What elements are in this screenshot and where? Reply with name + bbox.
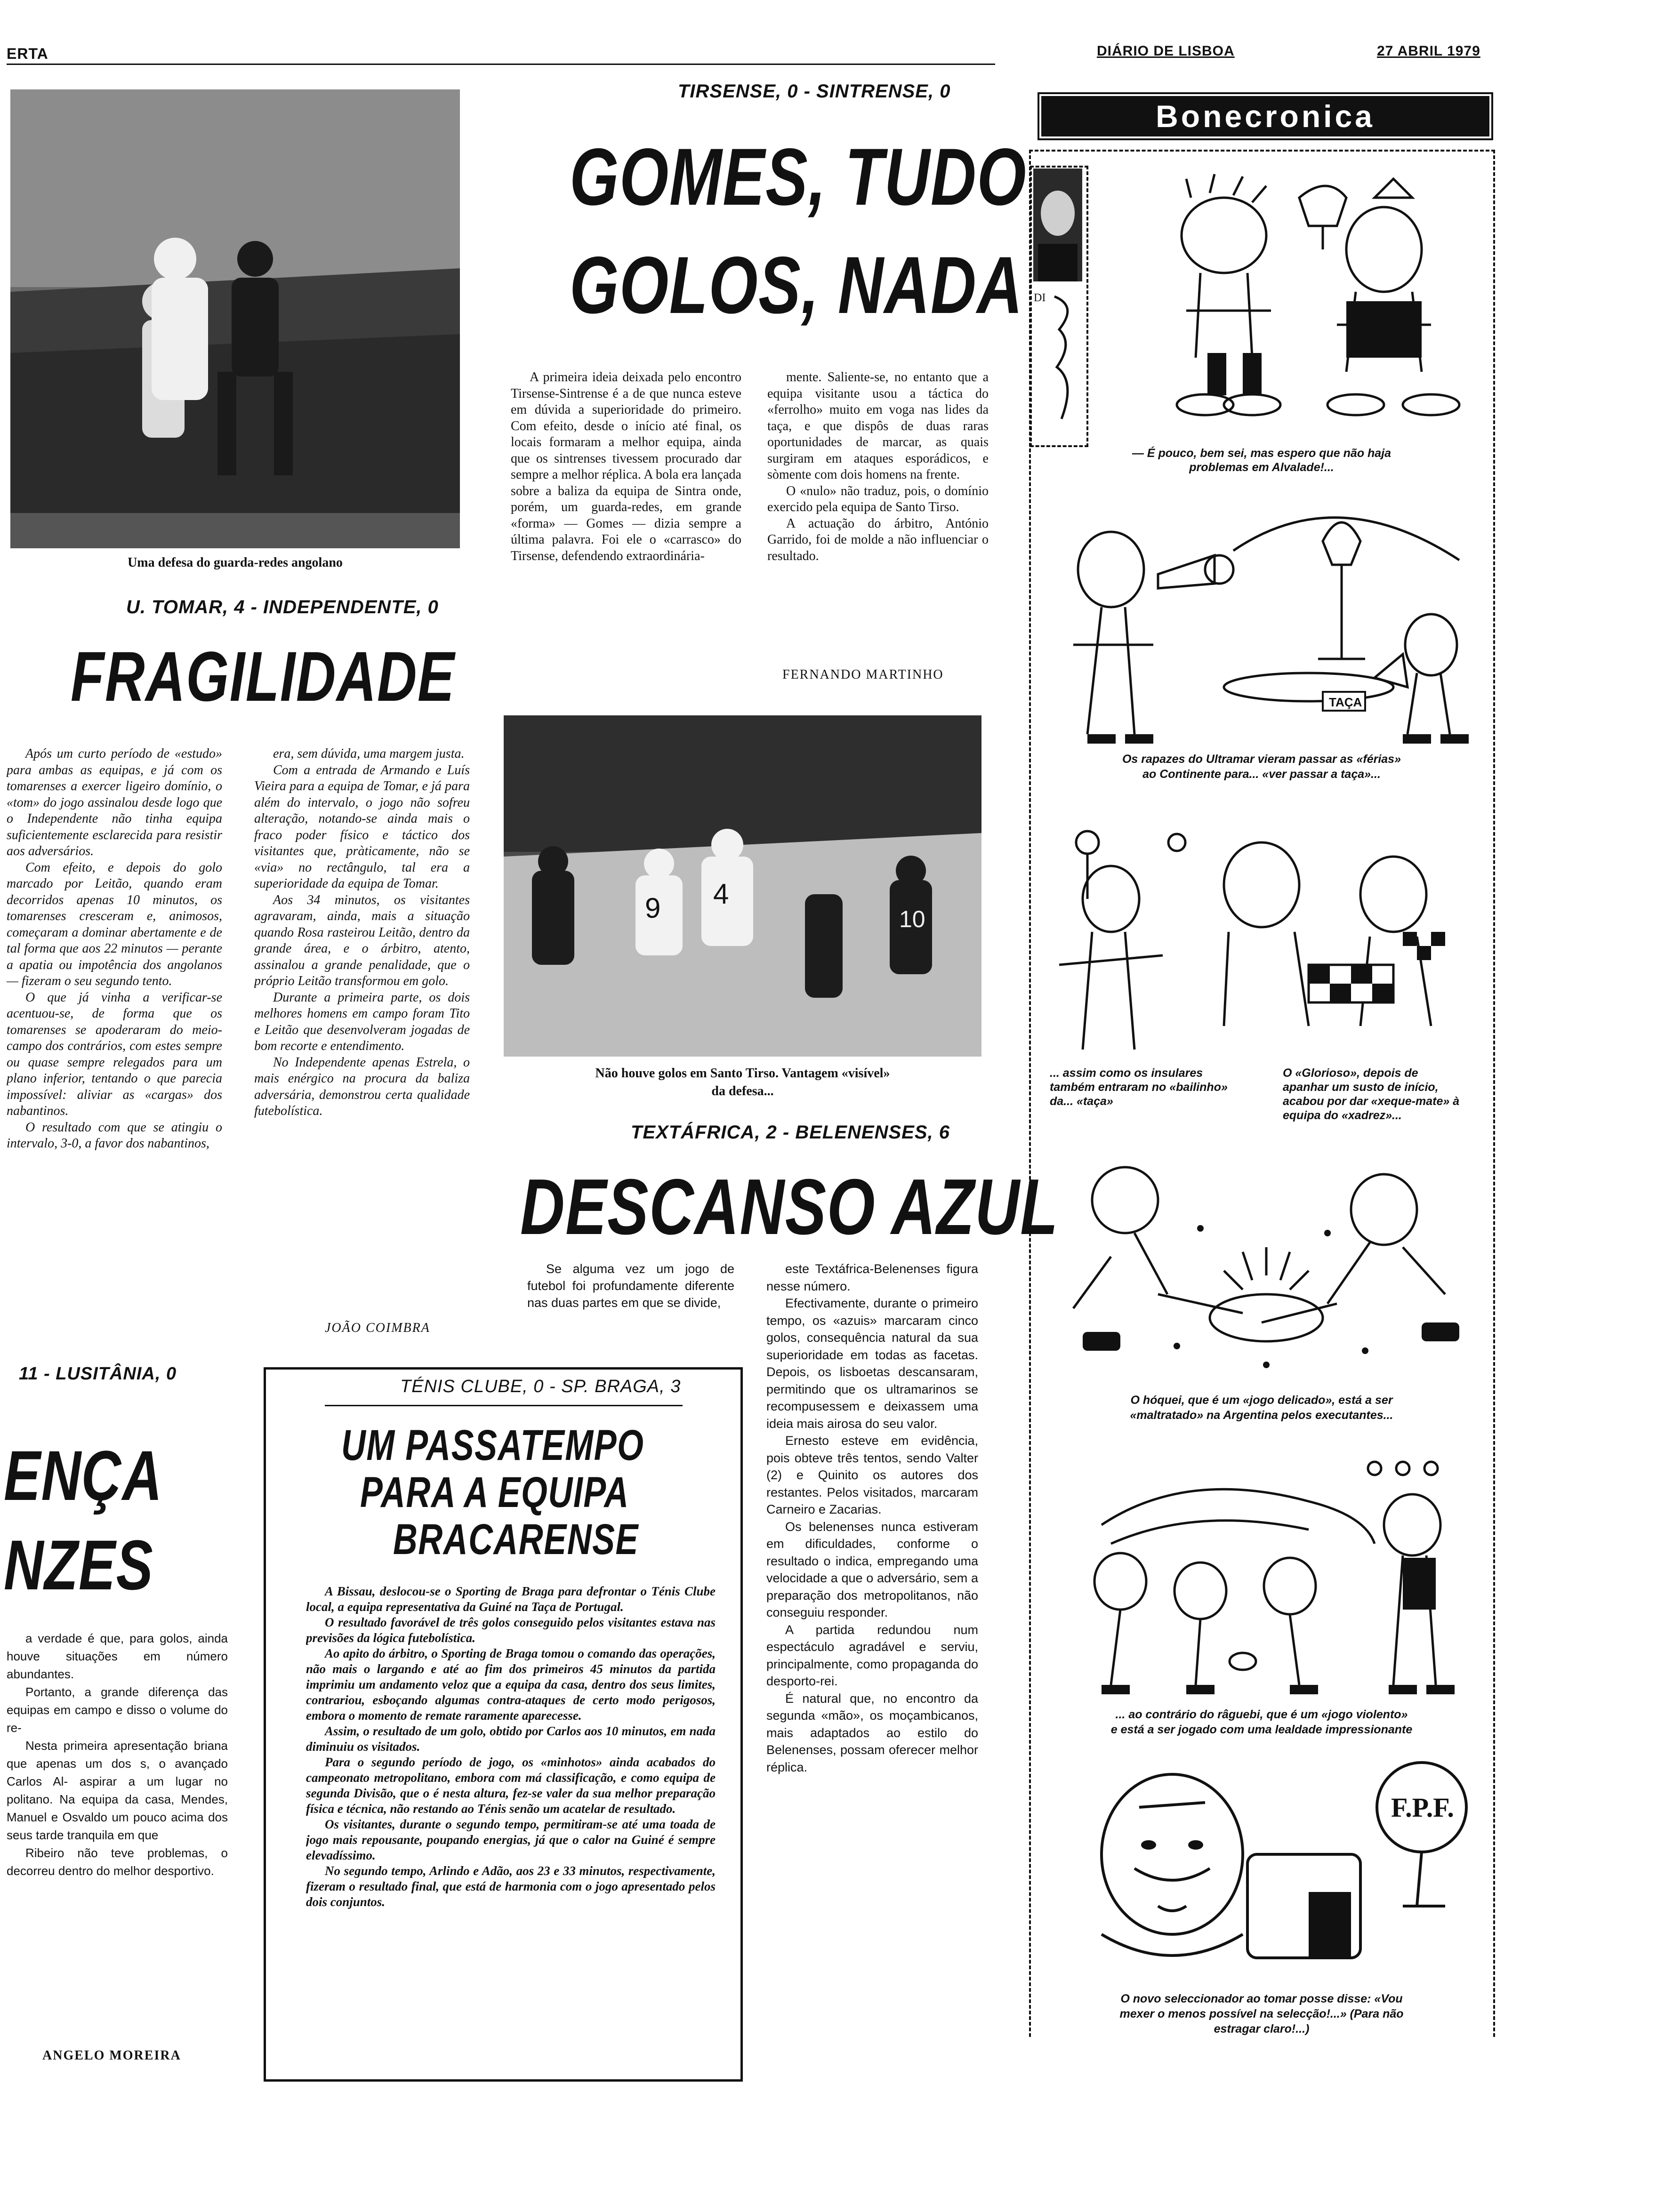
- tomar-c1-p3: O que já vinha a verificar-se acentuou-se, de forma que os tomarenses se apoderaram do meio-campo dos contrários, com estes sempre ou quase sempre relegados para um plano inferior, tentando o que parecia impossível: aliviar as «cargas» dos nabantinos.: [7, 990, 222, 1118]
- cartoon-sporting: [1092, 169, 1488, 433]
- tenis-headline-3: BRACARENSE: [393, 1515, 639, 1563]
- tomar-c2-p1: era, sem dúvida, uma margem justa.: [273, 746, 465, 761]
- lusitania-p4: Ribeiro não teve problemas, o decorreu dentro do melhor desportivo.: [7, 1846, 228, 1878]
- taca-sign: TAÇA: [1329, 695, 1362, 709]
- lusitania-p1: a verdade é que, para golos, ainda houve situações em número abundantes.: [7, 1631, 228, 1681]
- tenis-p5: Para o segundo período de jogo, os «minhotos» ainda acabados do campeonato metropolitano, embora com má classificação, e como equipa de segunda Divisão, que o é nesta altura, fez-se valer da sua melhor preparação física e técnica, não restando ao Ténis senão um acatelar de resultado.: [306, 1755, 716, 1816]
- tenis-p3: Ao apito do árbitro, o Sporting de Braga tomou o comando das operações, não mais o largando e até ao fim dos primeiros 45 minutos da partida imprimiu um andamento veloz que a equipa da casa, dentro dos seus limites, contrariou, esboçando algumas contra-ataques de certo modo perigosos, embora o momento de remate raramente aparecesse.: [306, 1646, 716, 1723]
- tomar-c2-p5: No Independente apenas Estrela, o mais enérgico na procura da baliza adversária, demonstrou certa qualidade futebolística.: [254, 1055, 470, 1118]
- bonecronica-right-border: [1493, 150, 1495, 2037]
- textafrica-c2-p1: este Textáfrica-Belenenses figura nesse número.: [766, 1262, 978, 1293]
- svg-text:9: 9: [645, 892, 661, 924]
- tomar-c2-p3: Aos 34 minutos, os visitantes agravaram, ainda, mais a situação quando Rosa rasteirou Leitão, dentro da grande área, e o árbitro, atento, assinalou a grande penalidade, que o próprio Leitão transformou em golo.: [254, 892, 470, 988]
- cartoon-ultramar: [1045, 489, 1483, 748]
- santo-tirso-photo: [504, 715, 981, 1057]
- tirsense-c1-p1: A primeira ideia deixada pelo encontro Tirsense-Sintrense é a de que nunca esteve em dúvida a superioridade do primeiro. Com efeito, desde o início até final, os locais formaram a melhor equipa, ainda que os sintrenses tivessem procurado dar sempre a melhor réplica. A bola era lançada sobre a baliza da equipa de Sintra onde, porém, um guarda-redes, em grande «forma» — Gomes — dizia sempre a última palavra. Foi ele o «carrasco» do Tirsense, defendendo extraordinária-: [511, 370, 741, 563]
- textafrica-c2-p2: Efectivamente, durante o primeiro tempo, os «azuis» marcaram cinco golos, consequência natural da sua superioridade em todas as facetas. Depois, os lisboetas descansaram, permitindo que os ultramarinos se recompusessem e deixassem uma ideia mais airosa do seu valor.: [766, 1296, 978, 1431]
- tenis-body: [306, 1584, 716, 2054]
- textafrica-c2-p4: Os belenenses nunca estiveram em dificuldades, conforme o resultado o indica, empregando uma velocidade a que o adversário, sem a preparação dos metropolitanos, não conseguiu responder.: [766, 1519, 978, 1619]
- cartoon-5-caption-line-2: e está a ser jogado com uma lealdade impressionante: [1110, 1723, 1413, 1736]
- textafrica-c2-p6: É natural que, no encontro da segunda «mão», os moçambicanos, mais adaptados ao estilo do Belenenses, possam oferecer melhor réplica.: [766, 1691, 978, 1774]
- tomar-c1-p2: Com efeito, e depois do golo marcado por Leitão, quando eram decorridos apenas 10 minutos, os tomarenses cresceram e, animosos, começaram a dominar abertamente e de tal forma que aos 22 minutos — perante a apatia ou impotência dos angolanos — fizeram o seu segundo tento.: [7, 860, 222, 988]
- cartoon-3-caption-left: ... assim como os insulares também entraram no «bailinho» da... «taça»: [1050, 1066, 1228, 1108]
- cartoon-hoquei: [1045, 1153, 1483, 1384]
- tirsense-column-2: [767, 369, 989, 647]
- masthead-date: 27 ABRIL 1979: [1377, 43, 1480, 59]
- lusitania-kicker: 11 - LUSITÂNIA, 0: [19, 1364, 177, 1384]
- tomar-column-1: [7, 746, 222, 1334]
- textafrica-column-2: [766, 1260, 978, 2051]
- tenis-headline-2: PARA A EQUIPA: [360, 1468, 629, 1516]
- goalkeeper-photo-caption: Uma defesa do guarda-redes angolano: [128, 555, 343, 570]
- cartoon-1-caption-line-2: problemas em Alvalade!...: [1189, 461, 1334, 474]
- author-signature-scribble: [1050, 287, 1083, 428]
- textafrica-c1-p1: Se alguma vez um jogo de futebol foi profundamente diferente nas duas partes em que se divide,: [527, 1262, 734, 1310]
- tirsense-column-1: [511, 369, 741, 694]
- tirsense-c2-p3: A actuação do árbitro, António Garrido, foi de molde a não influenciar o resultado.: [767, 516, 989, 563]
- tomar-c2-p4: Durante a primeira parte, os dois melhores homens em campo foram Tito e Leitão que desenvolveram jogadas de bom recorte e entendimento.: [254, 990, 470, 1053]
- lusitania-signature: ANGELO MOREIRA: [42, 2048, 181, 2063]
- cartoon-6-caption-line-2: mexer o menos possível na selecção!...» (Para não: [1119, 2007, 1404, 2020]
- svg-text:4: 4: [713, 878, 729, 910]
- tomar-c1-p1: Após um curto período de «estudo» para ambas as equipas, e já com os tomarenses a exercer ligeiro domínio, o «tom» do jogo assinalou desde logo que o Independente não tinha equipa suficientemente esclarecida para resistir aos adversários.: [7, 746, 222, 858]
- bonecronica-title: Bonecronica: [1039, 94, 1491, 138]
- lusitania-headline-1: ENÇA: [4, 1436, 163, 1515]
- santo-tirso-caption-2: da defesa...: [711, 1084, 774, 1098]
- fpf-ball-label: F.P.F.: [1391, 1792, 1454, 1823]
- cartoon-1-caption-line-1: — É pouco, bem sei, mas espero que não haja: [1132, 447, 1392, 460]
- tomar-signature: JOÃO COIMBRA: [325, 1321, 430, 1335]
- author-signature-label: DI: [1034, 292, 1046, 304]
- lusitania-p2: Portanto, a grande diferença das equipas em campo e disso o volume do re-: [7, 1685, 228, 1735]
- masthead-left-fragment: ERTA: [7, 45, 48, 62]
- tenis-headline-1: UM PASSATEMPO: [341, 1421, 644, 1469]
- tenis-kicker-rule: [325, 1405, 683, 1406]
- cartoon-seleccionador: [1045, 1751, 1483, 1986]
- cartoon-4-caption-line-1: O hóquei, que é um «jogo delicado», está a ser: [1130, 1394, 1393, 1407]
- tirsense-headline-2: GOLOS, NADA: [570, 240, 1023, 330]
- cartoon-4-caption-line-2: «maltratado» na Argentina pelos executantes...: [1130, 1409, 1393, 1422]
- tenis-p7: No segundo tempo, Arlindo e Adão, aos 23 e 33 minutos, respectivamente, fizeram o resultado final, que está de harmonia com o jogo apresentado pelos dois conjuntos.: [306, 1864, 716, 1909]
- tenis-kicker: TÉNIS CLUBE, 0 - SP. BRAGA, 3: [400, 1377, 681, 1396]
- cartoon-3-caption-right: O «Glorioso», depois de apanhar um susto de início, acabou por dar «xeque-mate» à equipa do «xadrez»...: [1283, 1066, 1460, 1122]
- textafrica-c2-p5: A partida redundou num espectáculo agradável e serviu, principalmente, como propaganda do desporto-rei.: [766, 1622, 978, 1688]
- bonecronica-top-border: [1029, 150, 1495, 152]
- tenis-p6: Os visitantes, durante o segundo tempo, permitiram-se até uma toada de jogo mais repousante, poupando energias, já que o calor na Guiné é sempre elevadíssimo.: [306, 1817, 716, 1862]
- lusitania-headline-2: NZES: [4, 1525, 154, 1604]
- tomar-column-2: [254, 746, 470, 1306]
- tirsense-signature: FERNANDO MARTINHO: [782, 667, 944, 682]
- textafrica-column-1: [527, 1260, 734, 1326]
- tenis-p1: A Bissau, deslocou-se o Sporting de Braga para defrontar o Ténis Clube local, a equipa representativa da Guiné na Taça de Portugal.: [306, 1584, 716, 1614]
- textafrica-c2-p3: Ernesto esteve em evidência, pois obteve três tentos, sendo Valter (2) e Quinito os autores dos restantes. Pelos visitados, marcaram Carneiro e Zacarias.: [766, 1434, 978, 1516]
- tenis-p4: Assim, o resultado de um golo, obtido por Carlos aos 10 minutos, em nada diminuiu os visitados.: [306, 1724, 716, 1754]
- textafrica-headline: DESCANSO AZUL: [520, 1162, 1059, 1251]
- goalkeeper-photo: [10, 89, 460, 548]
- tirsense-c2-p2: O «nulo» não traduz, pois, o domínio exercido pela equipa de Santo Tirso.: [767, 483, 989, 514]
- lusitania-p3: Nesta primeira apresentação briana que apenas um dos s, o avançado Carlos Al- aspirar a um lugar no politano. Na equipa da casa, Mendes, Manuel e Osvaldo um pouco acima dos seus tarde tranquila em que: [7, 1739, 228, 1842]
- svg-text:10: 10: [899, 906, 925, 932]
- masthead-rule-left: [7, 64, 995, 65]
- santo-tirso-caption-1: Não houve golos em Santo Tirso. Vantagem «visível»: [595, 1066, 890, 1081]
- cartoon-6-caption-line-1: O novo seleccionador ao tomar posse disse: «Vou: [1120, 1992, 1403, 2005]
- tirsense-c2-p1: mente. Saliente-se, no entanto que a equipa visitante usou a táctica do «ferrolho» muito em voga nas lides da taça, e que dispôs de duas raras oportunidades de marcar, as quais surgiram em ataques esporádicos, e sòmente com dois homens na frente.: [767, 370, 989, 482]
- cartoon-6-caption-line-3: estragar claro!...): [1214, 2022, 1310, 2036]
- tomar-headline: FRAGILIDADE: [71, 637, 455, 716]
- author-portrait: [1033, 168, 1082, 281]
- tenis-p2: O resultado favorável de três golos conseguido pelos visitantes estava nas previsões da lógica futebolística.: [306, 1615, 716, 1645]
- textafrica-kicker: TEXTÁFRICA, 2 - BELENENSES, 6: [631, 1122, 950, 1143]
- masthead-paper-name: DIÁRIO DE LISBOA: [1097, 43, 1235, 59]
- cartoon-5-caption-line-1: ... ao contrário do râguebi, que é um «jogo violento»: [1115, 1708, 1408, 1721]
- tomar-kicker: U. TOMAR, 4 - INDEPENDENTE, 0: [126, 597, 439, 617]
- tirsense-kicker: TIRSENSE, 0 - SINTRENSE, 0: [678, 81, 951, 102]
- cartoon-2-caption-line-1: Os rapazes do Ultramar vieram passar as «férias»: [1122, 753, 1401, 766]
- cartoon-raguebi: [1045, 1450, 1483, 1704]
- lusitania-column: [7, 1629, 228, 2044]
- cartoon-insulares-xadrez: [1045, 814, 1483, 1059]
- tirsense-headline-1: GOMES, TUDO: [570, 132, 1027, 222]
- cartoon-2-caption-line-2: ao Continente para... «ver passar a taça»...: [1142, 768, 1381, 781]
- tomar-c1-p4: O resultado com que se atingiu o intervalo, 3-0, a favor dos nabantinos,: [7, 1120, 222, 1151]
- tomar-c2-p2: Com a entrada de Armando e Luís Vieira para a equipa de Tomar, e já para além do intervalo, o jogo não sofreu alteração, notando-se ainda mais o fraco poder físico e táctico dos visitantes que, pràticamente, não se «via» no rectângulo, tal era a superioridade da equipa de Tomar.: [254, 762, 470, 891]
